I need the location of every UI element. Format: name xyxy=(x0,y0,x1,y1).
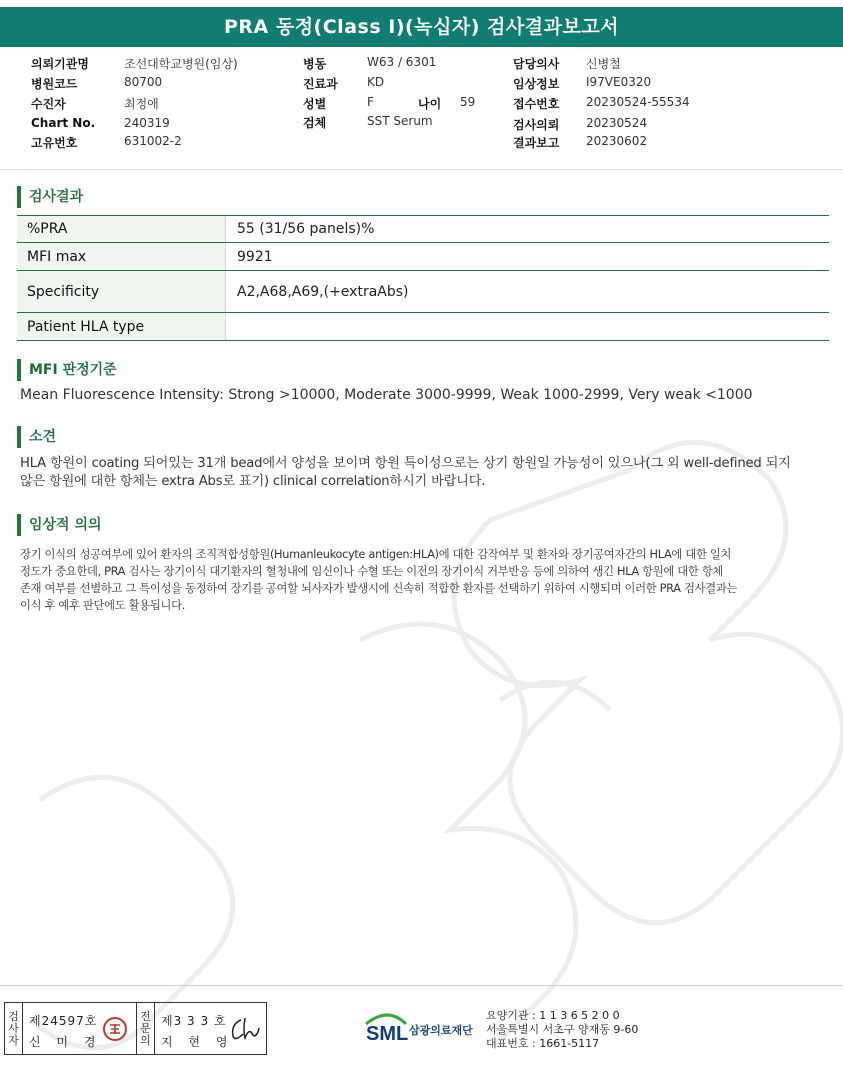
svg-text:SML: SML xyxy=(366,1023,409,1045)
findings-line: 않은 항원에 대한 항체는 extra Abs로 표기) clinical correlation하시기 바랍니다. xyxy=(20,474,486,489)
results-table xyxy=(17,215,829,341)
result-value: A2,A68,A69,(+extraAbs) xyxy=(225,271,829,312)
info-label: 검사의뢰 xyxy=(513,118,560,132)
inspector-name: 신 미 경 xyxy=(29,1035,102,1049)
info-label: 병동 xyxy=(303,57,327,71)
result-value: 55 (31/56 panels)% xyxy=(225,216,829,242)
info-label: 접수번호 xyxy=(513,97,560,111)
info-row xyxy=(0,95,843,113)
table-row xyxy=(17,271,829,313)
info-label: Chart No. xyxy=(31,116,96,130)
info-row xyxy=(0,134,843,152)
table-row xyxy=(17,313,829,341)
clinical-text xyxy=(20,546,737,614)
info-label: 진료과 xyxy=(303,77,338,91)
specialist-role: 전 문 의 xyxy=(137,1003,155,1054)
info-label: 성별 xyxy=(303,97,327,111)
findings-line: HLA 항원이 coating 되어있는 31개 bead에서 양성을 보이며 항원 특이성으로는 상기 항원일 가능성이 있으나(그 외 well-defined 되지 xyxy=(20,456,791,471)
result-label: Patient HLA type xyxy=(17,313,225,340)
info-value: KD xyxy=(367,75,385,89)
clinical-line: 존재 여부를 선별하고 그 특이성을 동정하여 장기를 공여할 뇌사자가 발생시에 신속히 적합한 환자를 선택하기 위하여 시행되며 이러한 PRA 검사결과는 xyxy=(20,582,738,595)
findings-section-title: 소견 xyxy=(17,426,56,448)
divider xyxy=(0,169,843,170)
inspector-cell xyxy=(23,1003,137,1054)
inspector-role: 검 사 자 xyxy=(5,1003,23,1054)
age-value: 59 xyxy=(460,95,476,109)
contact-line: 요양기관 : 1 1 3 6 5 2 0 0 xyxy=(486,1009,620,1022)
info-value: 20230602 xyxy=(586,134,648,148)
clinical-line: 장기 이식의 성공여부에 있어 환자의 조직적합성항원(Humanleukocyte antigen:HLA)에 대한 감작여부 및 환자와 장기공여자간의 HLA에 대한 일치 xyxy=(20,548,732,561)
specialist-signature-icon xyxy=(227,1014,263,1044)
info-value: 80700 xyxy=(124,75,163,89)
info-row xyxy=(0,75,843,93)
info-value: SST Serum xyxy=(367,114,433,128)
info-value: 20230524 xyxy=(586,116,648,130)
info-label: 의뢰기관명 xyxy=(31,57,89,71)
info-value: I97VE0320 xyxy=(586,75,652,89)
clinical-line: 이식 후 예후 판단에도 활용됩니다. xyxy=(20,599,186,612)
contact-line: 서울특별시 서초구 양재동 9-60 xyxy=(486,1023,639,1036)
info-label: 병원코드 xyxy=(31,77,78,91)
specialist-license: 제3 3 3 호 xyxy=(161,1014,227,1028)
info-label: 결과보고 xyxy=(513,136,560,150)
result-label: %PRA xyxy=(17,216,225,242)
results-section-title: 검사결과 xyxy=(17,186,83,208)
result-value: 9921 xyxy=(225,243,829,270)
patient-info xyxy=(0,55,843,155)
specialist-name: 지 현 영 xyxy=(161,1035,234,1049)
info-label: 고유번호 xyxy=(31,136,78,150)
info-value: 20230524-55534 xyxy=(586,95,690,109)
table-row xyxy=(17,243,829,271)
info-label: 담당의사 xyxy=(513,57,560,71)
report-title: PRA 동정(Class I)(녹십자) 검사결과보고서 xyxy=(0,7,843,47)
info-value: 최정애 xyxy=(124,97,159,111)
result-label: MFI max xyxy=(17,243,225,270)
info-value: 240319 xyxy=(124,116,170,130)
findings-text xyxy=(20,455,791,491)
inspector-license: 제24597호 xyxy=(29,1014,98,1028)
contact-info xyxy=(486,1009,638,1051)
clinical-section-title: 임상적 의의 xyxy=(17,514,102,536)
info-value: F xyxy=(367,95,374,109)
result-label: Specificity xyxy=(17,271,225,312)
specialist-cell xyxy=(155,1003,267,1054)
clinical-line: 정도가 중요한데, PRA 검사는 장기이식 대기환자의 혈청내에 임신이나 수혈 또는 이전의 장기이식 거부반응 등에 의하여 생긴 HLA 항원에 대한 항체 xyxy=(20,565,724,578)
info-value: 조선대학교병원(임상) xyxy=(124,57,238,71)
info-value: 신병철 xyxy=(586,57,621,71)
info-label: 검체 xyxy=(303,116,327,130)
inspector-seal-icon xyxy=(102,1016,128,1042)
mfi-criteria-text: Mean Fluorescence Intensity: Strong >10000, Moderate 3000-9999, Weak 1000-2999, Very weak <1000 xyxy=(20,387,753,403)
table-row xyxy=(17,216,829,243)
info-label: 수진자 xyxy=(31,97,66,111)
org-name: 삼광의료재단 xyxy=(409,1024,473,1037)
info-value: 631002-2 xyxy=(124,134,182,148)
age-label: 나이 xyxy=(418,97,442,111)
footer-divider xyxy=(0,985,843,986)
result-value xyxy=(225,313,829,340)
signature-box xyxy=(4,1002,267,1055)
mfi-section-title: MFI 판정기준 xyxy=(17,359,117,381)
info-row xyxy=(0,55,843,73)
info-label: 임상정보 xyxy=(513,77,560,91)
contact-line: 대표번호 : 1661-5117 xyxy=(486,1037,600,1050)
info-row xyxy=(0,116,843,134)
info-value: W63 / 6301 xyxy=(367,55,437,69)
